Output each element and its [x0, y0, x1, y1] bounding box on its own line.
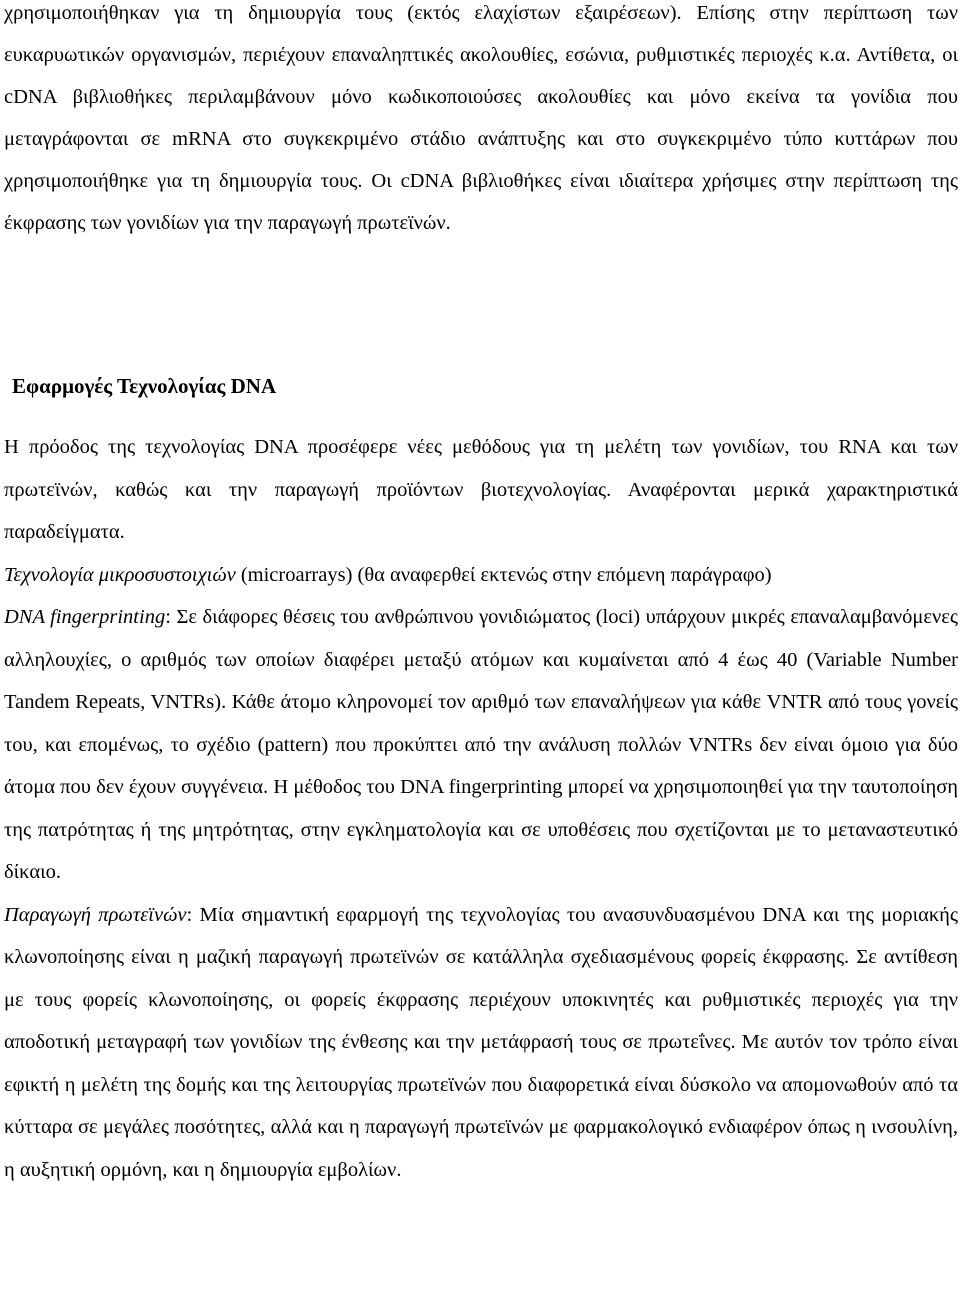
item-term: Τεχνολογία μικροσυστοιχιών: [4, 563, 236, 586]
section-heading: Εφαρμογές Τεχνολογίας DNA: [12, 374, 277, 398]
application-item-microarrays: [4, 554, 958, 597]
section-intro-paragraph: Η πρόοδος της τεχνολογίας DNA προσέφερε νέες μεθόδους για τη μελέτη των γονιδίων, του RNA και των πρωτεϊνών, καθώς και την παραγωγή προϊόντων βιοτεχνολογίας. Αναφέρονται μερικά χαρακτηριστικά παραδείγματα.: [4, 436, 958, 543]
item-text: : Σε διάφορες θέσεις του ανθρώπινου γονιδιώματος (loci) υπάρχουν μικρές επαναλαμβανόμενες αλληλουχίες, ο αριθμός των οποίων διαφέρει μεταξύ ατόμων και κυμαίνεται από 4 έως 40 (Variable Number Tandem Repeats, VNTRs). Κάθε άτομο κληρονομεί τον αριθμό των επαναλήψεων για κάθε VNTR από τους γονείς του, και επομένως, το σχέδιο (pattern) που προκύπτει από την ανάλυση πολλών VNTRs δεν είναι όμοιο για δύο άτομα που δεν έχουν συγγένεια. Η μέθοδος του DNA fingerprinting μπορεί να χρησιμοποιηθεί για την ταυτοποίηση της πατρότητας ή της μητρότητας, στην εγκληματολογία και σε υποθέσεις που σχετίζονται με το μεταναστευτικό δίκαιο.: [4, 606, 958, 883]
item-term: Παραγωγή πρωτεϊνών: [4, 903, 187, 926]
application-item-fingerprinting: [4, 596, 958, 894]
section-body: [4, 426, 958, 1191]
application-item-protein-production: [4, 894, 958, 1192]
item-text: (microarrays) (θα αναφερθεί εκτενώς στην επόμενη παράγραφο): [235, 563, 772, 586]
intro-paragraph: χρησιμοποιήθηκαν για τη δημιουργία τους (εκτός ελαχίστων εξαιρέσεων). Επίσης στην περίπτωση των ευκαρυωτικών οργανισμών, περιέχουν επαναληπτικές ακολουθίες, εσώνια, ρυθμιστικές περιοχές κ.α. Αντίθετα, οι cDNA βιβλιοθήκες περιλαμβάνουν μόνο κωδικοποιούσες ακολουθίες και μόνο εκείνα τα γονίδια που μεταγράφονται σε mRNA στο συγκεκριμένο στάδιο ανάπτυξης και στο συγκεκριμένο τύπο κυττάρων που χρησιμοποιήθηκε για τη δημιουργία τους. Οι cDNA βιβλιοθήκες είναι ιδιαίτερα χρήσιμες στην περίπτωση της έκφρασης των γονιδίων για την παραγωγή πρωτεϊνών.: [4, 2, 958, 234]
item-text: : Μία σημαντική εφαρμογή της τεχνολογίας του ανασυνδυασμένου DNA και της μοριακής κλωνοποίησης είναι η μαζική παραγωγή πρωτεϊνών σε κατάλληλα σχεδιασμένους φορείς έκφρασης. Σε αντίθεση με τους φορείς κλωνοποίησης, οι φορείς έκφρασης περιέχουν υποκινητές και ρυθμιστικές περιοχές για την αποδοτική μεταγραφή των γονιδίων της ένθεσης και την μετάφρασή τους σε πρωτεΐνες. Με αυτόν τον τρόπο είναι εφικτή η μελέτη της δομής και της λειτουργίας πρωτεϊνών που διαφορετικά είναι δύσκολο να απομονωθούν από τα κύτταρα σε μεγάλες ποσότητες, αλλά και η παραγωγή πρωτεϊνών με φαρμακολογικό ενδιαφέρον όπως η ινσουλίνη, η αυξητική ορμόνη, και η δημιουργία εμβολίων.: [4, 903, 959, 1181]
item-term: DNA fingerprinting: [4, 606, 166, 628]
